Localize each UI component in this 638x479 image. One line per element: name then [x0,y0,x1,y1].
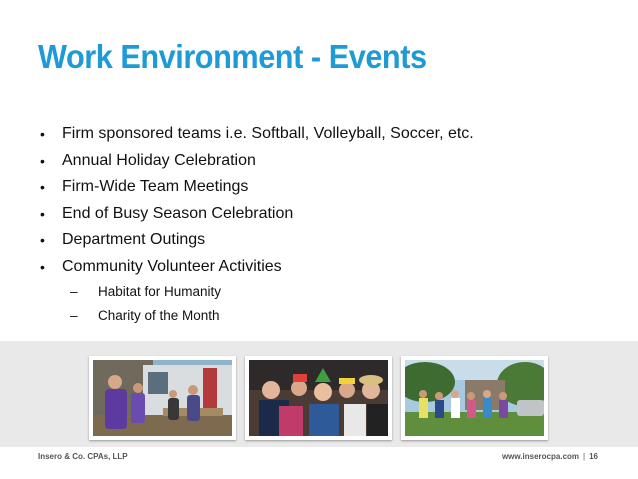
bullet-item [38,174,474,201]
bullet-item [38,227,474,254]
slide-title: Work Environment - Events [38,38,427,75]
sub-bullet-text: Habitat for Humanity [98,284,222,299]
bullet-item [38,254,474,329]
footer-website: www.inserocpa.com [501,452,580,461]
bullet-marker: • [40,179,45,195]
photo-volunteer-house [89,356,236,440]
bullet-marker: • [40,126,45,142]
footer-company: Insero & Co. CPAs, LLP [38,452,128,461]
footer-separator: | [583,452,586,461]
sub-bullet-marker: – [70,308,78,323]
bullet-item [38,121,474,148]
sub-bullet-text: Charity of the Month [98,308,220,323]
bullet-marker: • [40,232,45,248]
bullet-text: End of Busy Season Celebration [62,204,294,222]
bullet-item [38,201,474,228]
page-number: 16 [589,452,598,461]
bullet-text: Department Outings [62,231,206,248]
sub-bullet-item [70,280,474,304]
bullet-text: Firm sponsored teams i.e. Softball, Volleyball, Soccer, etc. [62,125,474,142]
bullet-marker: • [40,152,45,169]
sub-bullet-item [70,304,474,328]
sub-bullet-marker: – [70,284,78,299]
bullet-marker: • [40,205,45,222]
sub-bullet-list [62,280,474,328]
bullet-item [38,148,474,175]
photo-group-outing [401,356,548,440]
bullet-text: Annual Holiday Celebration [62,151,256,169]
holiday-party-image [249,360,388,436]
bullet-text: Community Volunteer Activities [62,257,282,275]
photo-holiday-party [245,356,392,440]
bullet-text: Firm-Wide Team Meetings [62,178,249,195]
volunteer-house-image [93,360,232,436]
bullet-list [38,121,474,328]
group-outing-image [405,360,544,436]
bullet-marker: • [40,258,45,275]
footer-right [502,452,598,461]
